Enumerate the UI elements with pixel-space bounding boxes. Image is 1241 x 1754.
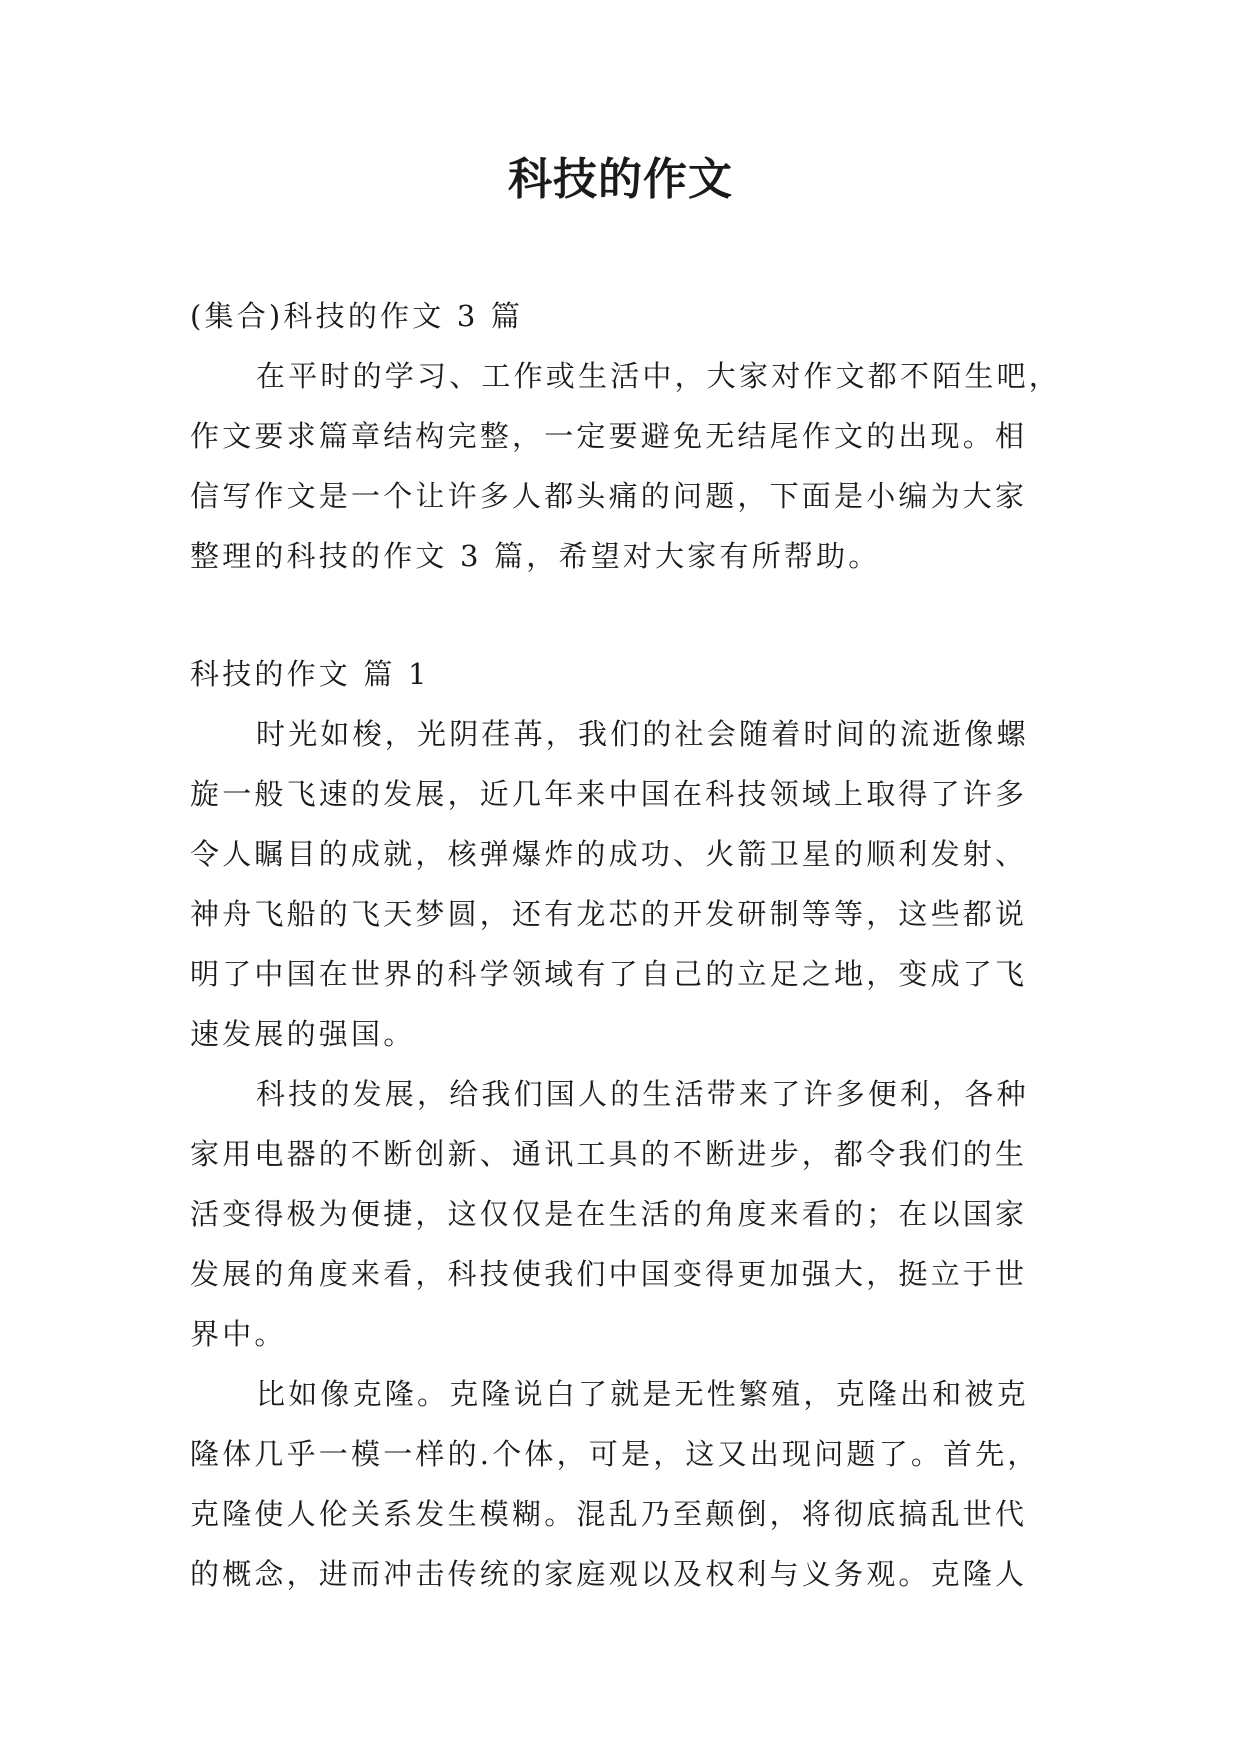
paragraph-line: 旋一般飞速的发展，近几年来中国在科技领域上取得了许多 <box>190 777 1028 811</box>
paragraph-line: 信写作文是一个让许多人都头痛的问题，下面是小编为大家 <box>190 479 1028 513</box>
intro-heading: (集合)科技的作文 3 篇 <box>190 299 524 333</box>
paragraph-line: 令人瞩目的成就，核弹爆炸的成功、火箭卫星的顺利发射、 <box>190 837 1028 871</box>
paragraph-line: 克隆使人伦关系发生模糊。混乱乃至颠倒，将彻底搞乱世代 <box>190 1497 1028 1531</box>
paragraph-line: 界中。 <box>190 1317 287 1351</box>
document-title: 科技的作文 <box>508 154 733 205</box>
paragraph-line: 整理的科技的作文 3 篇，希望对大家有所帮助。 <box>190 539 881 573</box>
paragraph-line: 发展的角度来看，科技使我们中国变得更加强大，挺立于世 <box>190 1257 1028 1291</box>
document-body <box>190 286 1062 1604</box>
intro-paragraph <box>190 346 1062 586</box>
paragraph-line: 科技的发展，给我们国人的生活带来了许多便利，各种 <box>256 1077 1029 1111</box>
section-heading: 科技的作文 篇 1 <box>190 657 430 691</box>
paragraph-line: 明了中国在世界的科学领域有了自己的立足之地，变成了飞 <box>190 957 1028 991</box>
paragraph-line: 时光如梭，光阴荏苒，我们的社会随着时间的流逝像螺 <box>256 717 1029 751</box>
paragraph-line: 在平时的学习、工作或生活中，大家对作文都不陌生吧， <box>256 359 1062 393</box>
section-paragraph <box>190 1364 1050 1604</box>
paragraph-line: 速发展的强国。 <box>190 1017 416 1051</box>
paragraph-line: 作文要求篇章结构完整，一定要避免无结尾作文的出现。相 <box>190 419 1028 453</box>
paragraph-line: 比如像克隆。克隆说白了就是无性繁殖，克隆出和被克 <box>256 1377 1029 1411</box>
paragraph-line: 隆体几乎一模一样的.个体，可是，这又出现问题了。首先， <box>190 1437 1040 1471</box>
paragraph-line: 神舟飞船的飞天梦圆，还有龙芯的开发研制等等，这些都说 <box>190 897 1028 931</box>
paragraph-line: 家用电器的不断创新、通讯工具的不断进步，都令我们的生 <box>190 1137 1028 1171</box>
section-paragraph <box>190 704 1050 1064</box>
paragraph-line: 活变得极为便捷，这仅仅是在生活的角度来看的；在以国家 <box>190 1197 1028 1231</box>
section-gap <box>190 586 1050 644</box>
section-paragraph <box>190 1064 1050 1364</box>
paragraph-line: 的概念，进而冲击传统的家庭观以及权利与义务观。克隆人 <box>190 1557 1028 1591</box>
